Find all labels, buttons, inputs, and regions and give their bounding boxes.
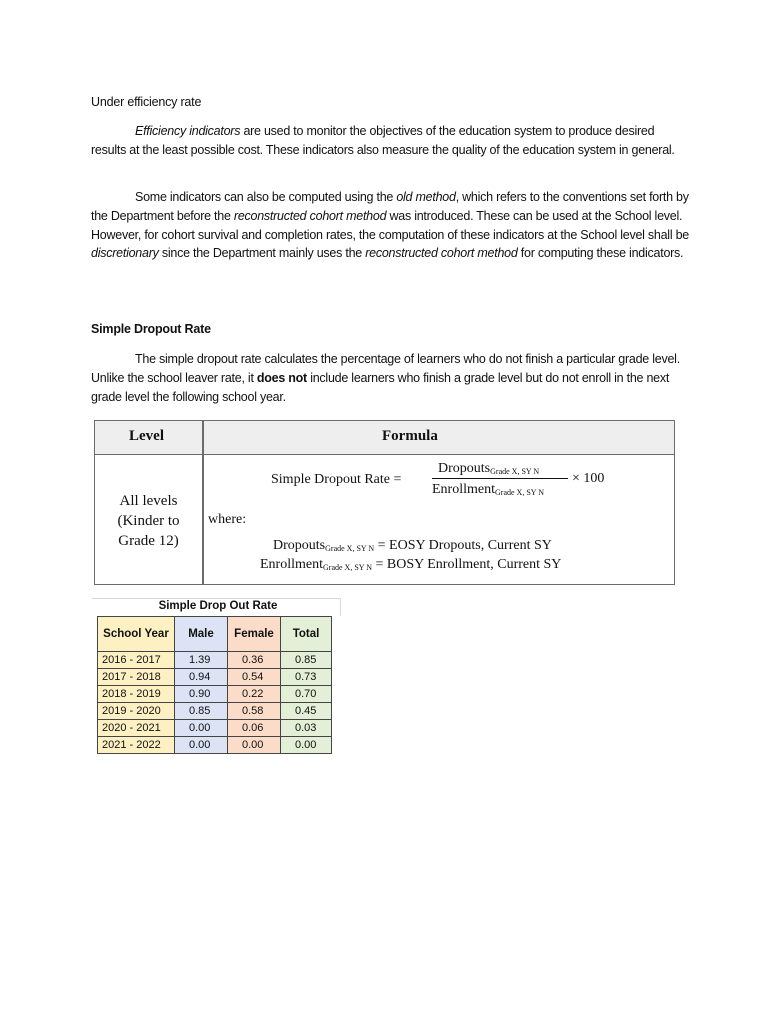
- header-total: Total: [281, 617, 332, 652]
- dropout-rate-table: [97, 616, 332, 754]
- formula-table-divider: [202, 421, 204, 584]
- header-female: Female: [228, 617, 281, 652]
- formula-numerator: Dropouts$_{Grade X, SY N}$: [438, 461, 540, 476]
- header-male: Male: [175, 617, 228, 652]
- table-row: 2019 - 2020 0.85 0.58 0.45: [98, 703, 332, 720]
- definition-enrollment: Enrollment$_{Grade X, SY N}$ = BOSY Enrollment, Current SY: [260, 557, 562, 572]
- table-row: 2021 - 2022 0.00 0.00 0.00: [98, 737, 332, 754]
- paragraph-simple-dropout: The simple dropout rate calculates the percentage of learners who do not finish a particular grade level. Unlike the school leaver rate, it does not include learners who finish a grade level but do not enroll in the next grade level the following school year.: [91, 352, 680, 404]
- formula-denominator: Enrollment$_{Grade X, SY N}$: [432, 482, 545, 497]
- paragraph-efficiency-indicators: Efficiency indicators are used to monitor the objectives of the education system to produce desired results at the least possible cost. These indicators also measure the quality of the education system in general.: [91, 124, 675, 157]
- table-header-row: [98, 617, 332, 652]
- formula-multiplier: × 100: [572, 471, 605, 486]
- formula-header-level: Level: [129, 428, 164, 444]
- table-row: 2017 - 2018 0.94 0.54 0.73: [98, 669, 332, 686]
- table-row: 2018 - 2019 0.90 0.22 0.70: [98, 686, 332, 703]
- table-title-border-top: [92, 598, 341, 599]
- term-efficiency-indicators: Efficiency indicators: [135, 124, 241, 138]
- formula-lhs: Simple Dropout Rate =: [271, 472, 402, 487]
- table-title-border-right: [340, 598, 341, 616]
- section-heading-efficiency: Under efficiency rate: [91, 95, 202, 109]
- table-title: Simple Drop Out Rate: [158, 600, 278, 612]
- formula-header-formula: Formula: [382, 428, 438, 444]
- table-row: 2016 - 2017 1.39 0.36 0.85: [98, 652, 332, 669]
- paragraph-old-method: Some indicators can also be computed using the old method, which refers to the conventions set forth by the Department before the reconstructed cohort method was introduced. These can be used at the School level. However, for cohort survival and completion rates, the computation of these indicators at the School level shall be discretionary since the Department mainly uses the reconstructed cohort method for computing these indicators.: [91, 190, 689, 261]
- formula-table: [94, 420, 675, 585]
- fraction-bar: [432, 478, 568, 479]
- section-heading-simple-dropout: Simple Dropout Rate: [91, 322, 211, 336]
- table-row: 2020 - 2021 0.00 0.06 0.03: [98, 720, 332, 737]
- level-cell: All levels (Kinder to Grade 12): [117, 493, 180, 549]
- definition-dropouts: Dropouts$_{Grade X, SY N}$ = EOSY Dropouts, Current SY: [273, 538, 552, 553]
- formula-where: where:: [208, 512, 247, 527]
- header-school-year: School Year: [98, 617, 175, 652]
